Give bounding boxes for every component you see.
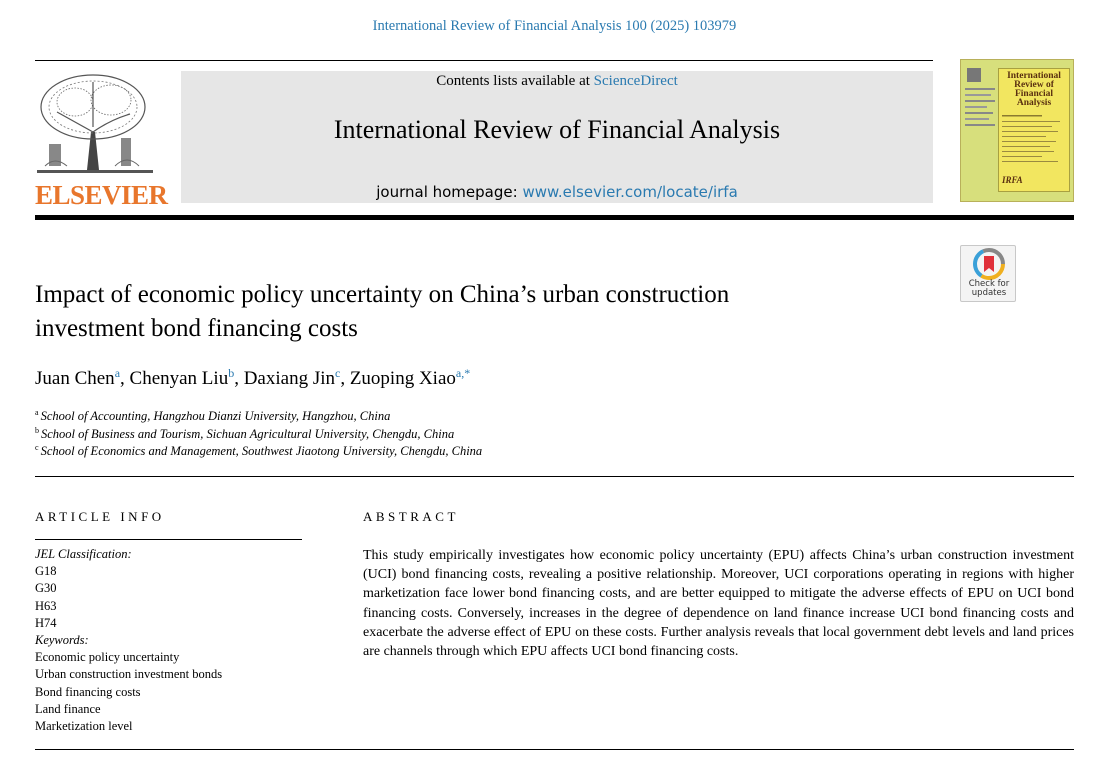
check-for-updates-button[interactable] — [960, 245, 1016, 302]
abstract-heading: ABSTRACT — [363, 509, 459, 524]
article-info-heading: ARTICLE INFO — [35, 509, 165, 524]
keyword: Land finance — [35, 701, 101, 716]
article-info-list — [35, 546, 302, 735]
header-thick-rule — [35, 215, 1074, 220]
article-title-line: Impact of economic policy uncertainty on China’s urban construction — [35, 281, 730, 308]
affiliation — [35, 426, 454, 442]
author-name[interactable]: Chenyan Liu — [129, 368, 229, 389]
article-info-rule — [35, 539, 302, 540]
affiliation-text: School of Economics and Management, Southwest Jiaotong University, Chengdu, China — [40, 444, 483, 458]
article-title-line: investment bond financing costs — [35, 315, 358, 342]
homepage-prefix: journal homepage: — [376, 183, 518, 201]
author-affiliation-link[interactable]: a — [114, 366, 121, 380]
affiliation-marker: a — [35, 408, 39, 417]
jel-code: H63 — [35, 598, 57, 613]
homepage-line — [181, 183, 933, 201]
check-updates-line: Check for — [968, 279, 1010, 289]
elsevier-wordmark: ELSEVIER — [35, 180, 168, 210]
keyword: Bond financing costs — [35, 684, 141, 699]
homepage-link[interactable]: www.elsevier.com/locate/irfa — [522, 183, 738, 201]
jel-code: H74 — [35, 615, 57, 630]
author-name[interactable]: Daxiang Jin — [243, 368, 335, 389]
jel-label: JEL Classification: — [35, 547, 132, 561]
affiliation-text: School of Business and Tourism, Sichuan Agricultural University, Chengdu, China — [41, 427, 455, 441]
cover-title-line: Financial — [1014, 89, 1053, 99]
cover-contents-lines-icon — [1002, 113, 1068, 173]
author-name[interactable]: Zuoping Xiao — [349, 368, 456, 389]
affiliation — [35, 443, 482, 459]
header-top-rule — [35, 60, 933, 61]
author-affiliation-link[interactable]: b — [228, 366, 235, 380]
cover-abbreviation: IRFA — [1002, 175, 1023, 185]
journal-citation-link[interactable]: International Review of Financial Analysis 100 (2025) 103979 — [372, 18, 737, 34]
section-divider — [35, 476, 1074, 477]
author-affiliation-link[interactable]: c — [335, 366, 341, 380]
cover-title — [1001, 72, 1067, 108]
cover-title-line: International — [1007, 71, 1061, 81]
jel-code: G30 — [35, 581, 57, 596]
contents-line — [181, 73, 933, 90]
cover-side-panel-icon — [965, 66, 997, 196]
keyword: Marketization level — [35, 719, 133, 734]
journal-cover-thumbnail[interactable] — [960, 59, 1074, 202]
author-list: Juan Chen$^a$, Chenyan Liu$^b$, Daxiang Jin$^c$, Zuoping Xiao$^{a,*}$ — [35, 366, 471, 389]
abstract-body: This study empirically investigates how economic policy uncertainty (EPU) affects China’s urban construction investment (UCI) bond financing costs, revealing a positive relationship. Moreover, UCI corporations operating in regions with higher marketization face lower bond financing costs, and are better equipped to mitigate the adverse effects of EPU on UCI bond financing costs. Conversely, increases in the degree of dependence on land finance increase UCI bond financing costs and exacerbate the adverse effect of EPU on these costs. Further analysis reveals that local government debt levels and land prices are channels through which EPU affects UCI bond financing costs. — [363, 548, 1074, 660]
contents-prefix: Contents lists available at — [436, 73, 590, 89]
affiliation-marker: c — [35, 443, 39, 452]
journal-title: International Review of Financial Analysis — [333, 115, 781, 144]
keyword: Economic policy uncertainty — [35, 650, 180, 665]
affiliation-marker: b — [35, 426, 39, 435]
check-updates-icon — [961, 247, 1017, 281]
author-name[interactable]: Juan Chen — [35, 368, 115, 389]
affiliation-text: School of Accounting, Hangzhou Dianzi University, Hangzhou, China — [40, 409, 391, 423]
jel-code: G18 — [35, 564, 57, 579]
check-updates-line: updates — [971, 288, 1007, 298]
bottom-rule — [35, 749, 1074, 750]
article-title — [35, 278, 915, 346]
journal-banner — [181, 71, 933, 203]
cover-title-line: Analysis — [1016, 98, 1052, 108]
elsevier-tree-icon — [35, 72, 155, 177]
check-updates-label — [961, 280, 1017, 298]
cover-title-line: Review of — [1014, 80, 1054, 90]
cover-title-panel — [998, 68, 1070, 192]
keywords-label: Keywords: — [35, 633, 89, 648]
keyword: Urban construction investment bonds — [35, 667, 223, 682]
author-affiliation-link[interactable]: a,* — [455, 366, 471, 380]
affiliation — [35, 408, 390, 424]
sciencedirect-link[interactable]: ScienceDirect — [593, 73, 678, 89]
elsevier-logo[interactable] — [35, 72, 168, 210]
